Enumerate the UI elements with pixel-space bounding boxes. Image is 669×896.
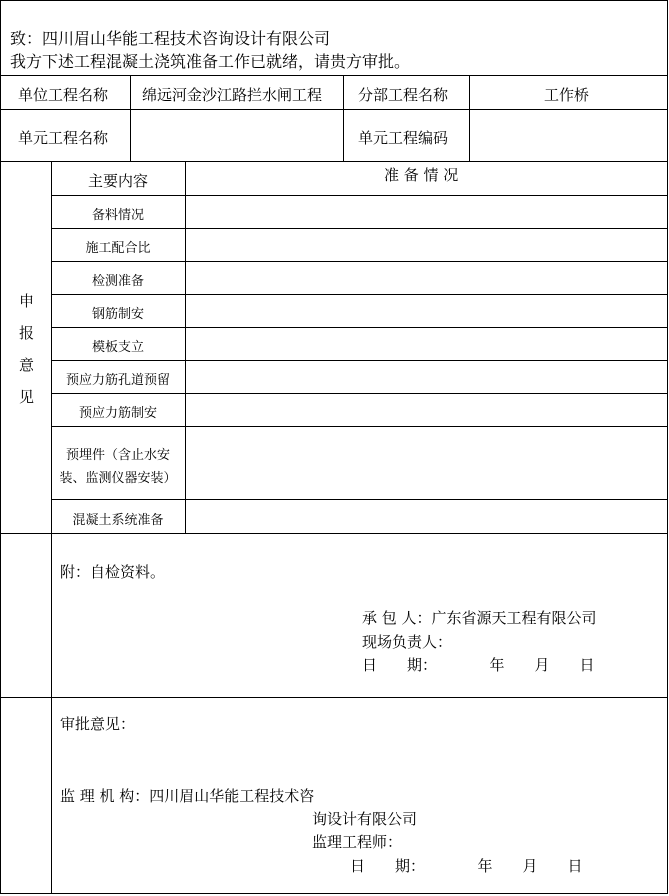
declaration-side-label-2: 报 <box>19 324 35 342</box>
site-manager-label: 现场负责人： <box>362 633 453 651</box>
supervising-engineer-label: 监理工程师： <box>312 833 403 851</box>
item-testing: 检测准备 <box>91 274 144 289</box>
approval-date: 日 期： 年 月 日 <box>350 857 583 875</box>
item-rebar: 钢筋制安 <box>91 307 144 322</box>
item-mix-ratio: 施工配合比 <box>85 241 151 256</box>
unit-project-value: 绵远河金沙江路拦水闸工程 <box>142 86 323 104</box>
declaration-side-label-3: 意 <box>19 356 35 374</box>
sub-project-value: 工作桥 <box>544 86 590 104</box>
item-embedded-line1: 预埋件（含止水安 <box>65 448 170 463</box>
attachment-note: 附：自检资料。 <box>60 563 166 581</box>
approval-opinion-label: 审批意见： <box>60 715 136 733</box>
declaration-side-label-1: 申 <box>19 292 35 310</box>
attachment-date: 日 期： 年 月 日 <box>362 656 595 674</box>
item-prestress-tendon: 预应力筋制安 <box>78 406 157 421</box>
column-header-content: 主要内容 <box>88 172 149 190</box>
item-formwork: 模板支立 <box>91 340 144 355</box>
unit-project-label: 单位工程名称 <box>18 86 109 104</box>
item-materials: 备料情况 <box>91 208 144 223</box>
element-project-label: 单元工程名称 <box>18 129 109 147</box>
item-concrete-system: 混凝土系统准备 <box>72 513 164 528</box>
declaration-side-label-4: 见 <box>19 388 35 406</box>
item-embedded-line2: 装、监测仪器安装） <box>59 471 177 486</box>
addressee-line: 致：四川眉山华能工程技术咨询设计有限公司 <box>10 29 331 48</box>
supervision-org-line1: 监 理 机 构：四川眉山华能工程技术咨 <box>60 787 315 805</box>
element-code-label: 单元工程编码 <box>358 129 449 147</box>
contractor-name: 承 包 人：广东省源天工程有限公司 <box>362 609 597 627</box>
column-header-status: 准 备 情 况 <box>384 166 459 184</box>
item-prestress-duct: 预应力筋孔道预留 <box>65 373 170 388</box>
supervision-org-line2: 询设计有限公司 <box>312 810 418 828</box>
sub-project-label: 分部工程名称 <box>358 86 449 104</box>
request-statement: 我方下述工程混凝土浇筑准备工作已就绪，请贵方审批。 <box>10 52 411 71</box>
